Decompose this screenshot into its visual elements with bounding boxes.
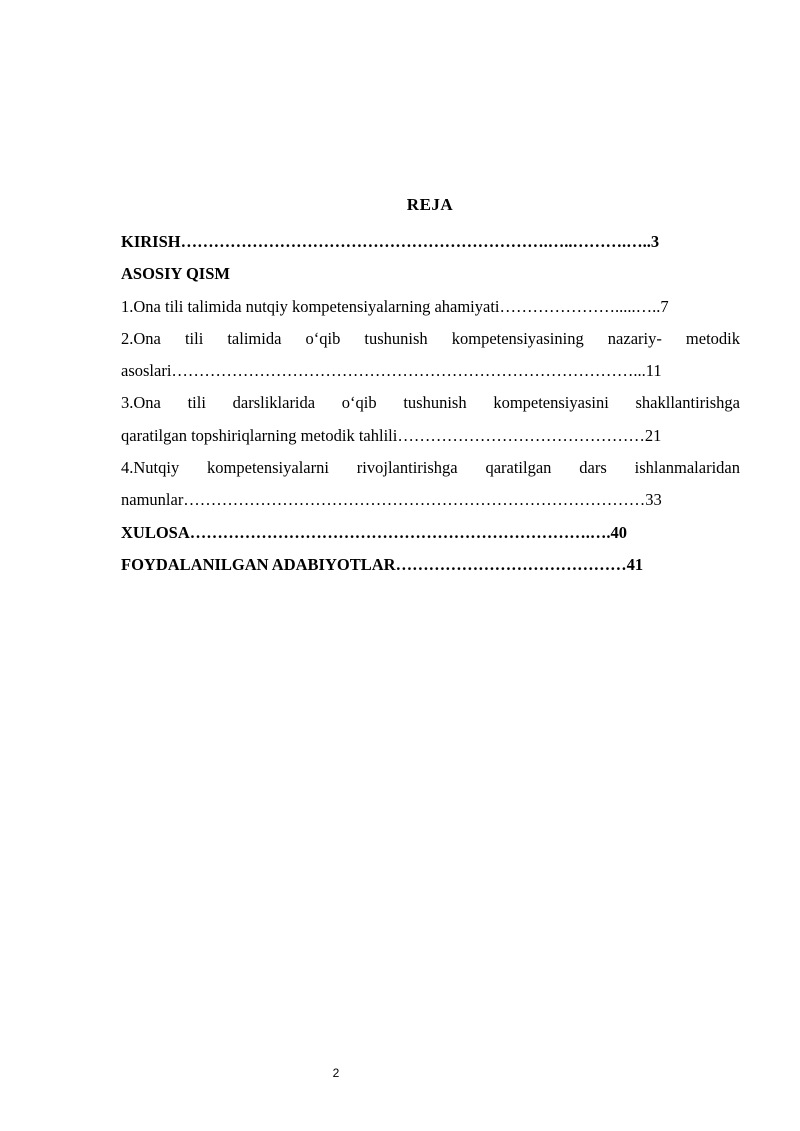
toc-entry-4-line-1: 4.Nutqiy kompetensiyalarni rivojlantirishga qaratilgan dars ishlanmalaridan <box>121 458 740 478</box>
toc-entry-kirish: KIRISH………………………………………………………….…..……….…..3 <box>121 232 660 251</box>
toc-entry-adabiyotlar: FOYDALANILGAN ADABIYOTLAR……………………………………41 <box>121 554 644 574</box>
toc-entry-2-line-2: asoslari…………………………………………………………………………...11 <box>121 361 662 381</box>
toc-entry-4-line-2: namunlar…………………………………………………………………………33 <box>121 490 662 510</box>
page-number: 2 <box>332 1066 340 1080</box>
toc-entry-1: 1.Ona tili talimida nutqiy kompetensiyalarning ahamiyati………………….....…..7 <box>121 296 669 316</box>
toc-entry-3-line-2: qaratilgan topshiriqlarning metodik tahlili………………………………………21 <box>121 425 662 445</box>
toc-entry-2-line-1: 2.Ona tili talimida o‘qib tushunish kompetensiyasining nazariy- metodik <box>121 328 740 348</box>
toc-section-asosiy-qism: ASOSIY QISM <box>121 264 230 284</box>
table-of-contents <box>121 226 740 581</box>
toc-entry-xulosa: XULOSA……………………………………………………………….….40 <box>121 522 628 542</box>
toc-entry-3-line-1: 3.Ona tili darsliklarida o‘qib tushunish kompetensiyasini shakllantirishga <box>121 393 740 413</box>
document-title: REJA <box>406 195 454 214</box>
